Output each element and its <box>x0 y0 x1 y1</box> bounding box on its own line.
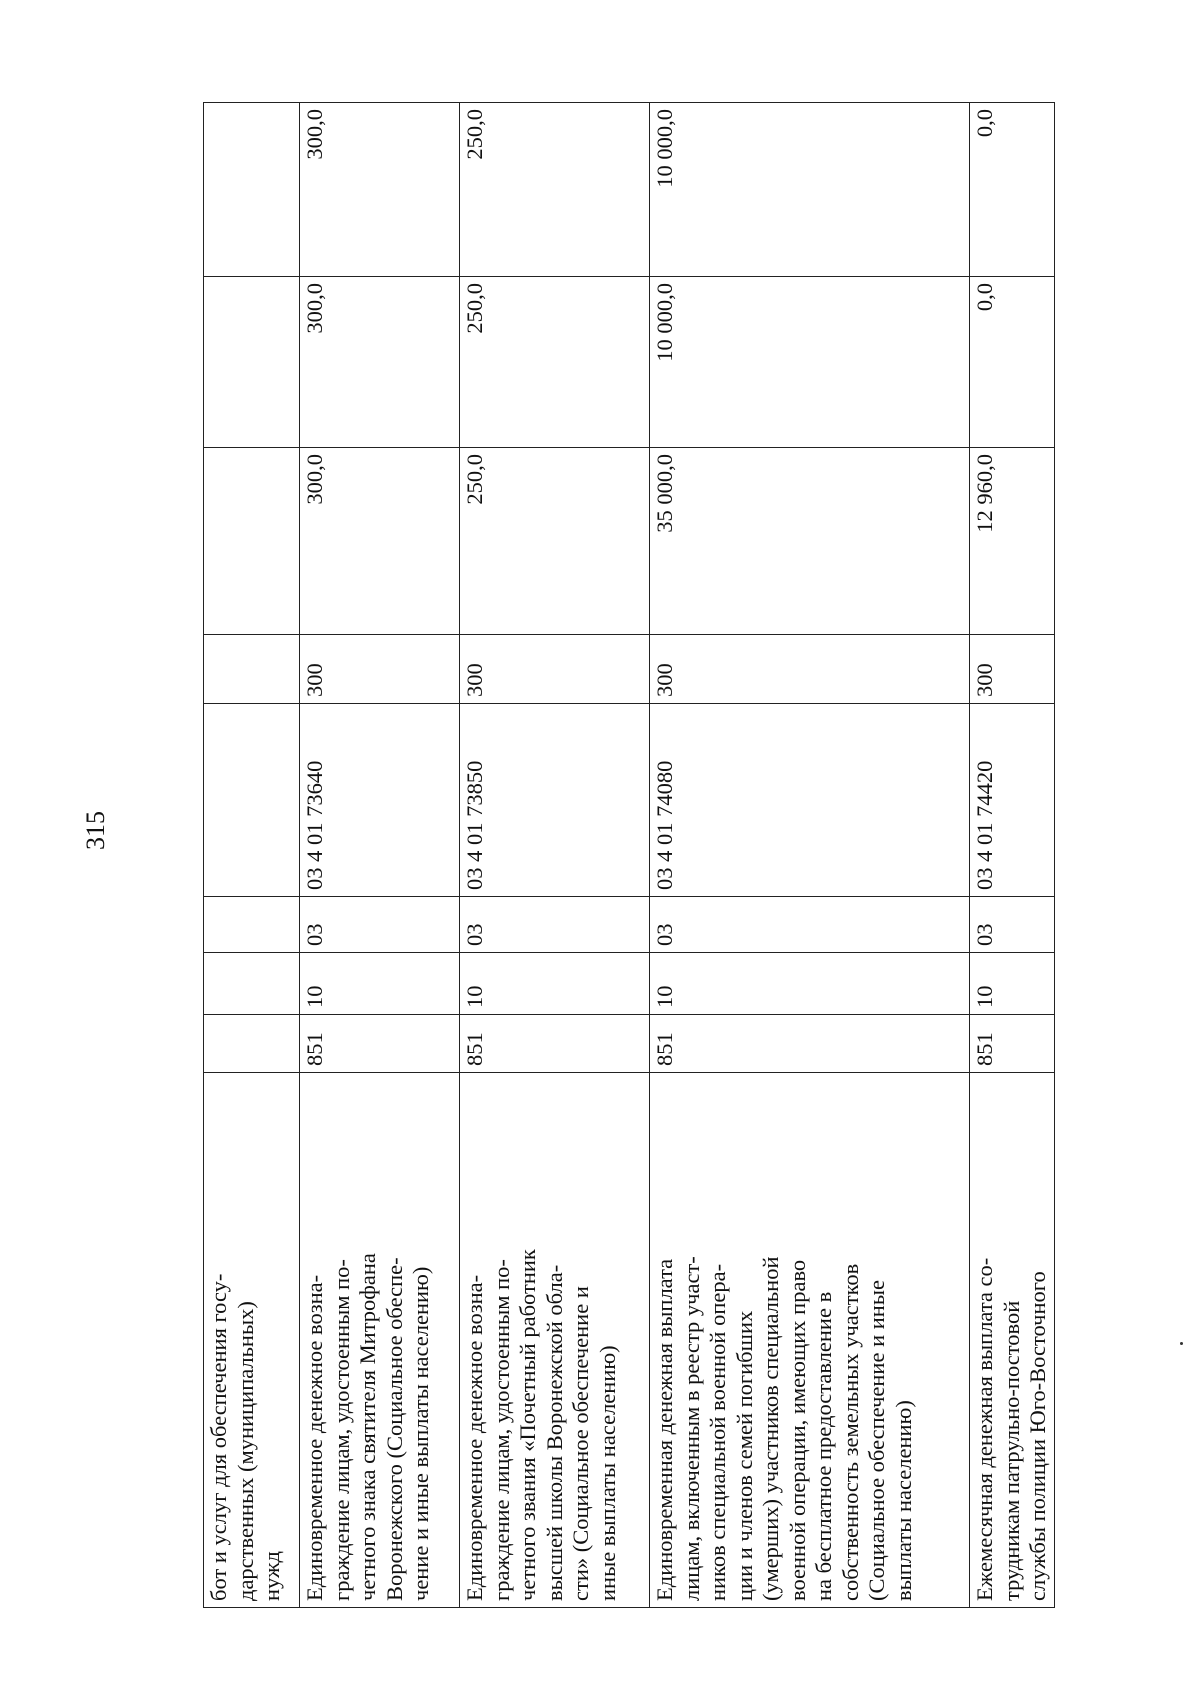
subsection-cell: 03 <box>650 897 970 953</box>
amount-year1-cell <box>204 448 300 635</box>
amount-year3-cell: 250,0 <box>460 103 650 277</box>
amount-year2-cell: 0,0 <box>970 277 1055 448</box>
expense-type-cell: 300 <box>970 635 1055 704</box>
amount-year2-cell: 250,0 <box>460 277 650 448</box>
amount-year3-cell: 300,0 <box>300 103 460 277</box>
description-cell: Ежемесячная денежная выплата со- трудникам патрульно-постовой службы полиции Юго-Восточного <box>970 1073 1055 1608</box>
section-cell: 10 <box>970 953 1055 1015</box>
description-cell: Единовременное денежное возна- граждение лицам, удостоенным по- четного знака святителя Митрофана Воронежского (Социальное обеспе- чение и иные выплаты населению) <box>300 1073 460 1608</box>
section-cell: 10 <box>300 953 460 1015</box>
amount-year1-cell: 250,0 <box>460 448 650 635</box>
description-cell: Единовременная денежная выплата лицам, включенным в реестр участ- ников специальной военной опера- ции и членов семей погибших (умерших) участников специальной военной операции, имеющих право на бесплатное предоставление в собственность земельных участков (Социальное обеспечение и иные выплаты населению) <box>650 1073 970 1608</box>
expense-type-cell: 300 <box>460 635 650 704</box>
subsection-cell <box>204 897 300 953</box>
subsection-cell: 03 <box>970 897 1055 953</box>
amount-year1-cell: 35 000,0 <box>650 448 970 635</box>
page-number: 315 <box>81 811 110 850</box>
scan-speck <box>1180 1342 1183 1345</box>
grbs-cell: 851 <box>970 1015 1055 1073</box>
table-row <box>970 103 1055 1608</box>
amount-year1-cell: 300,0 <box>300 448 460 635</box>
expense-type-cell: 300 <box>650 635 970 704</box>
subsection-cell: 03 <box>300 897 460 953</box>
table-row <box>460 103 650 1608</box>
amount-year3-cell: 0,0 <box>970 103 1055 277</box>
amount-year1-cell: 12 960,0 <box>970 448 1055 635</box>
target-article-cell: 03 4 01 74420 <box>970 704 1055 897</box>
budget-table <box>203 102 1055 1608</box>
amount-year2-cell: 10 000,0 <box>650 277 970 448</box>
target-article-cell: 03 4 01 73850 <box>460 704 650 897</box>
amount-year2-cell <box>204 277 300 448</box>
amount-year2-cell: 300,0 <box>300 277 460 448</box>
table-row <box>300 103 460 1608</box>
target-article-cell <box>204 704 300 897</box>
section-cell: 10 <box>460 953 650 1015</box>
target-article-cell: 03 4 01 74080 <box>650 704 970 897</box>
description-cell: Единовременное денежное возна- граждение лицам, удостоенным по- четного звания «Почетный работник высшей школы Воронежской обла- сти» (Социальное обеспечение и иные выплаты населению) <box>460 1073 650 1608</box>
grbs-cell: 851 <box>650 1015 970 1073</box>
expense-type-cell: 300 <box>300 635 460 704</box>
amount-year3-cell: 10 000,0 <box>650 103 970 277</box>
rotated-table-wrapper <box>203 103 1051 1608</box>
section-cell <box>204 953 300 1015</box>
subsection-cell: 03 <box>460 897 650 953</box>
section-cell: 10 <box>650 953 970 1015</box>
expense-type-cell <box>204 635 300 704</box>
grbs-cell: 851 <box>460 1015 650 1073</box>
amount-year3-cell <box>204 103 300 277</box>
target-article-cell: 03 4 01 73640 <box>300 704 460 897</box>
description-cell: бот и услуг для обеспечения госу- дарственных (муниципальных) нужд <box>204 1073 300 1608</box>
table-row <box>204 103 300 1608</box>
table-row <box>650 103 970 1608</box>
grbs-cell <box>204 1015 300 1073</box>
grbs-cell: 851 <box>300 1015 460 1073</box>
table-body <box>204 103 1055 1608</box>
